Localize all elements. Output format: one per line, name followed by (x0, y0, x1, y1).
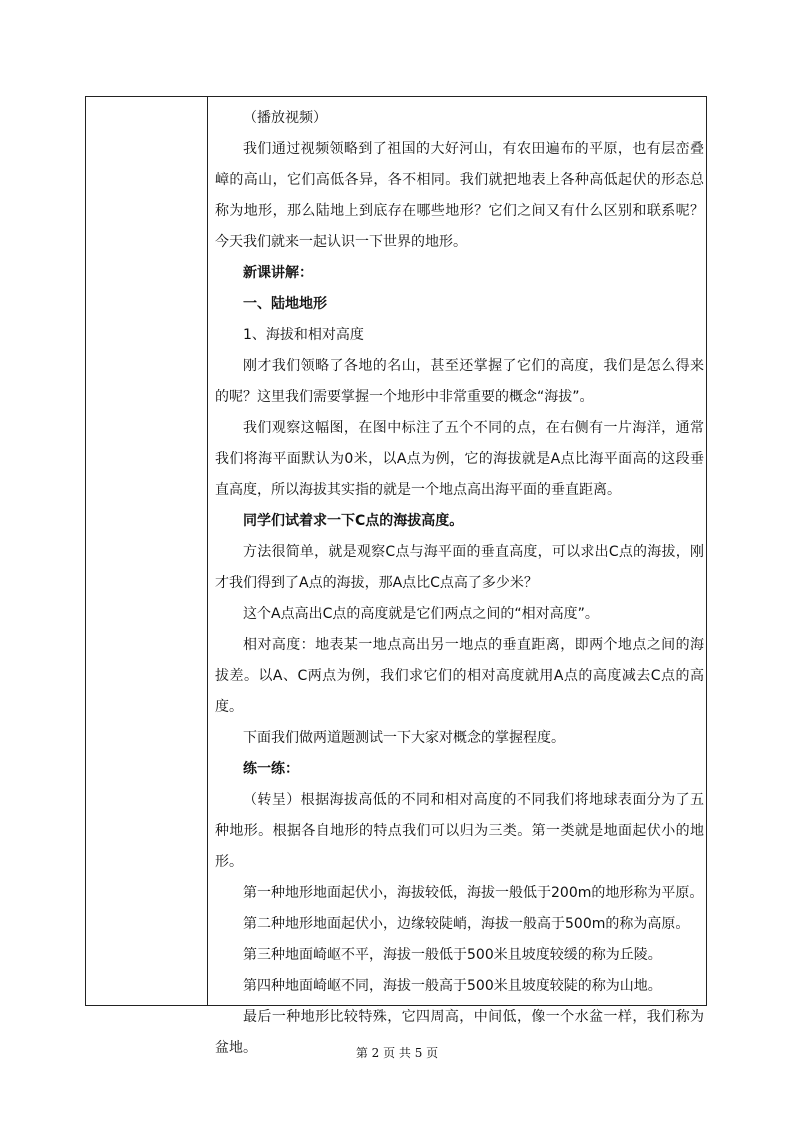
paragraph-plain: 第一种地形地面起伏小，海拔较低，海拔一般低于200m的地形称为平原。 (243, 885, 704, 901)
paragraph-altitude-definition: 我们观察这幅图，在图中标注了五个不同的点，在右侧有一片海洋，通常我们将海平面默认为0米，以A点为例，它的海拔就是A点比海平面高的这段垂直高度，所以海拔其实指的就是一个地点高出海平面的垂直距离。 (215, 420, 704, 498)
left-column-cell (86, 97, 208, 1005)
subheading-altitude: 1、海拔和相对高度 (243, 327, 364, 343)
paragraph-test: 下面我们做两道题测试一下大家对概念的掌握程度。 (243, 730, 565, 746)
content-cell (209, 97, 706, 1064)
paragraph-relative-height-intro: 这个A点高出C点的高度就是它们两点之间的“相对高度”。 (243, 606, 599, 622)
paragraph-relative-height-definition: 相对高度：地表某一地点高出另一地点的垂直距离，即两个地点之间的海拔差。以A、C两点为例，我们求它们的相对高度就用A点的高度减去C点的高度。 (215, 637, 704, 715)
page-number-footer: 第 2 页 共 5 页 (355, 1046, 439, 1060)
paragraph-intro: 我们通过视频领略到了祖国的大好河山，有农田遍布的平原，也有层峦叠嶂的高山，它们高低各异，各不相同。我们就把地表上各种高低起伏的形态总称为地形，那么陆地上到底存在哪些地形？它们之间又有什么区别和联系呢？今天我们就来一起认识一下世界的地形。 (215, 141, 704, 250)
paragraph-hills: 第三种地面崎岖不平，海拔一般低于500米且坡度较缓的称为丘陵。 (243, 947, 662, 963)
paragraph-five-landforms: （转呈）根据海拔高低的不同和相对高度的不同我们将地球表面分为了五种地形。根据各自地形的特点我们可以归为三类。第一类就是地面起伏小的地形。 (215, 792, 704, 870)
paragraph-basin: 最后一种地形比较特殊，它四周高，中间低，像一个水盆一样，我们称为盆地。 (215, 1009, 704, 1056)
paragraph-plateau: 第二种地形地面起伏小，边缘较陡峭，海拔一般高于500m的称为高原。 (243, 916, 690, 932)
heading-new-lesson: 新课讲解： (243, 265, 313, 281)
paragraph-method: 方法很简单，就是观察C点与海平面的垂直高度，可以求出C点的海拔，刚才我们得到了A点的海拔，那A点比C点高了多少米？ (215, 544, 704, 591)
paragraph-altitude-question: 刚才我们领略了各地的名山，甚至还掌握了它们的高度，我们是怎么得来的呢？这里我们需要掌握一个地形中非常重要的概念“海拔”。 (215, 358, 704, 405)
heading-land-landforms: 一、陆地地形 (243, 296, 327, 312)
paragraph-play-video: （播放视频） (243, 110, 327, 126)
paragraph-exercise-c: 同学们试着求一下C点的海拔高度。 (243, 513, 464, 529)
heading-practice: 练一练： (243, 761, 299, 777)
paragraph-mountains: 第四种地面崎岖不同，海拔一般高于500米且坡度较陡的称为山地。 (243, 978, 662, 994)
